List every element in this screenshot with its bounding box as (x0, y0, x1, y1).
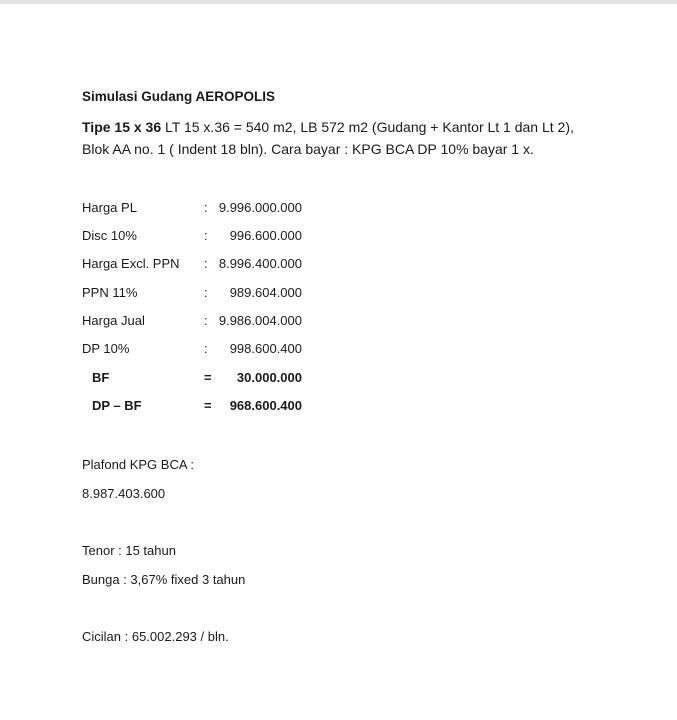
row-label: Harga Jual (82, 313, 145, 328)
description-line-2: Blok AA no. 1 ( Indent 18 bln). Cara bayar : KPG BCA DP 10% bayar 1 x. (82, 141, 534, 157)
row-separator: : (204, 285, 208, 300)
row-separator: : (204, 200, 208, 215)
row-value: 996.600.000 (229, 228, 302, 243)
row-value: 9.996.000.000 (218, 200, 302, 215)
price-row-disc (82, 228, 302, 246)
row-value: 968.600.400 (229, 398, 302, 413)
row-value: 9.986.004.000 (218, 313, 302, 328)
row-label: Harga Excl. PPN (82, 256, 180, 271)
price-row-dp-minus-bf (82, 398, 302, 416)
top-bar (0, 0, 677, 4)
plafond-value: 8.987.403.600 (82, 486, 166, 501)
row-separator: : (204, 228, 208, 243)
row-separator: = (204, 370, 212, 385)
row-value: 998.600.400 (229, 341, 302, 356)
row-value: 8.996.400.000 (218, 256, 302, 271)
row-label: DP – BF (92, 398, 142, 413)
price-row-bf (82, 370, 302, 388)
price-row-dp (82, 341, 302, 359)
tenor-text: Tenor : 15 tahun (82, 543, 176, 558)
row-separator: : (204, 256, 208, 271)
row-label: BF (92, 370, 110, 385)
row-label: DP 10% (82, 341, 130, 356)
plafond-label: Plafond KPG BCA : (82, 457, 195, 472)
row-separator: = (204, 398, 212, 413)
row-separator: : (204, 313, 208, 328)
row-value: 30.000.000 (236, 370, 302, 385)
document-title: Simulasi Gudang AEROPOLIS (82, 89, 276, 104)
description-line-1 (82, 119, 574, 135)
description-line-1-rest: LT 15 x.36 = 540 m2, LB 572 m2 (Gudang + Kantor Lt 1 dan Lt 2), (161, 119, 574, 135)
row-label: PPN 11% (82, 285, 138, 300)
price-row-harga-jual (82, 313, 302, 331)
price-row-ppn (82, 285, 302, 303)
row-label: Disc 10% (82, 228, 137, 243)
type-label: Tipe 15 x 36 (82, 119, 162, 135)
row-separator: : (204, 341, 208, 356)
price-row-harga-excl-ppn (82, 256, 302, 274)
price-row-harga-pl (82, 200, 302, 218)
bunga-text: Bunga : 3,67% fixed 3 tahun (82, 572, 246, 587)
row-value: 989.604.000 (229, 285, 302, 300)
row-label: Harga PL (82, 200, 137, 215)
cicilan-text: Cicilan : 65.002.293 / bln. (82, 629, 229, 644)
